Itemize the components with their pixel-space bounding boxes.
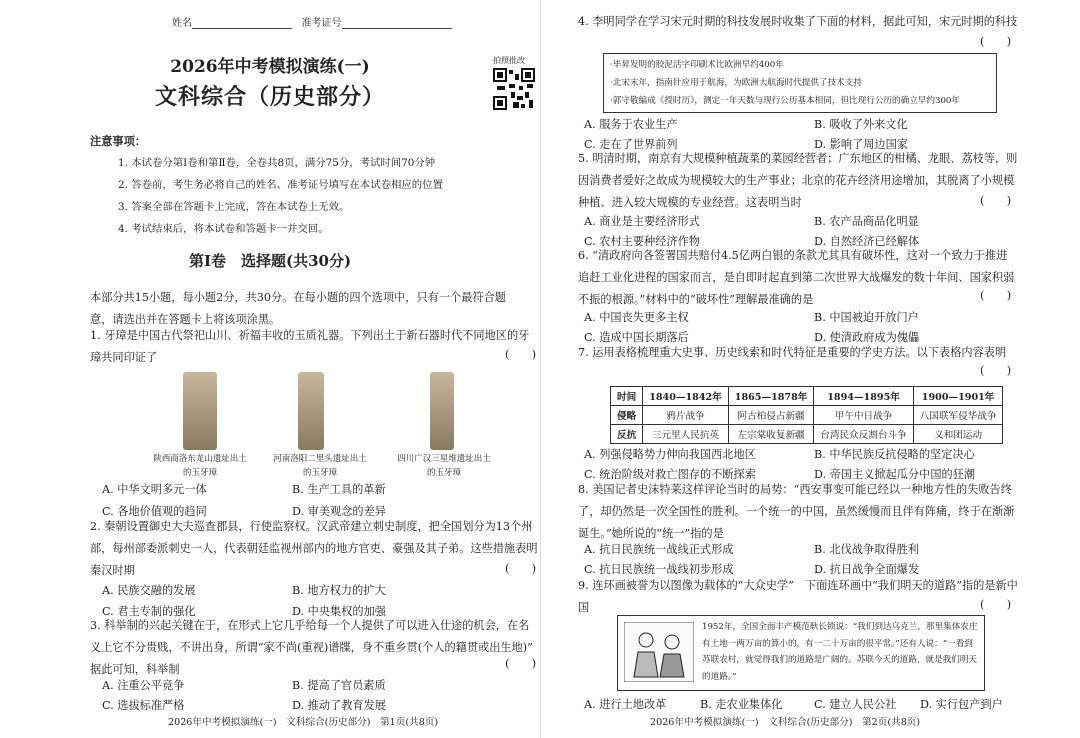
- question-9-stem: 9. 连环画被誉为以图像为载体的“大众史学” 下面连环画中“我们明天的道路”指的是新中国: [578, 579, 1018, 614]
- image-caption: 四川广汉三星堆遗址出土的玉牙璋: [397, 454, 491, 478]
- table-cell: 台湾民众反割台斗争: [814, 425, 913, 444]
- question-6-stem: 6. “清政府向各签署国共赔付4.5亿两白银的条款尤其具有破坏性，这对一个致力于推进追赶工业化进程的国家而言，是自即时起直到第二次世界大战爆发的数十年间、国家积弱不振的根源。”材料中的“破坏性”理解最准确的是: [578, 249, 1015, 306]
- jade-zhang-image: [298, 372, 324, 450]
- section-intro: 本部分共15小题，每小题2分，共30分。在每小题的四个选项中，只有一个最符合题意，请选出并在答题卡上将该项涂黑。: [90, 291, 506, 326]
- question-7-stem: 7. 运用表格梳理重大史事、历史线索和时代特征是重要的学史方法。以下表格内容表明: [578, 346, 1007, 359]
- image-caption: 河南洛阳二里头遗址出土的玉牙璋: [273, 454, 367, 478]
- option-d[interactable]: D. 实行包产到户: [920, 698, 1003, 711]
- table-cell: 阿古柏侵占新疆: [728, 406, 814, 425]
- name-label: 姓名: [172, 18, 192, 29]
- qr-code-icon[interactable]: [493, 68, 535, 110]
- option-d[interactable]: D. 抗日战争全面爆发: [814, 563, 920, 576]
- question-3-stem: 3. 科举制的兴起关键在于，在形式上它几乎给每一个人提供了可以进入仕途的机会，在名义上它不分贵贱，不讲出身，所谓“家不尚(重视)谱牒，身不重乡贯(个人的籍贯或出生地)” 据此可知，科举制: [90, 619, 545, 676]
- table-header: 1865—1878年: [728, 387, 814, 406]
- table-header: 时间: [611, 387, 643, 406]
- option-c[interactable]: C. 建立人民公社: [814, 698, 897, 711]
- option-d[interactable]: D. 帝国主义掀起瓜分中国的狂潮: [814, 468, 976, 481]
- note-item: 4. 考试结束后，将本试卷和答题卡一并交回。: [118, 223, 329, 235]
- answer-paren[interactable]: ( ): [980, 364, 1012, 377]
- question-1-stem: 1. 牙璋是中国古代祭祀山川、祈福丰收的玉质礼器。下列出土于新石器时代不同地区的牙璋共同印证了: [90, 329, 530, 364]
- timeline-table: [610, 386, 1003, 444]
- option-c[interactable]: C. 选拔标准严格: [102, 699, 185, 712]
- comic-panel: [617, 615, 985, 691]
- material-box: [603, 53, 997, 113]
- option-a[interactable]: A. 进行土地改革: [584, 698, 667, 711]
- material-line: ·北宋末年，指南针应用于航海，为欧洲大航海时代提供了技术支持: [610, 78, 862, 88]
- option-b[interactable]: B. 中华民族反抗侵略的坚定决心: [814, 448, 975, 461]
- answer-paren[interactable]: ( ): [980, 194, 1012, 207]
- answer-paren[interactable]: ( ): [505, 562, 537, 575]
- exam-id-field[interactable]: [342, 18, 452, 29]
- table-cell: 鸦片战争: [643, 406, 729, 425]
- table-row: [611, 425, 1003, 444]
- qr-label: 拍照批改: [493, 56, 525, 65]
- table-cell: 左宗棠收复新疆: [728, 425, 814, 444]
- option-d[interactable]: D. 自然经济已经解体: [814, 235, 920, 248]
- option-c[interactable]: C. 农村主要种经济作物: [584, 235, 700, 248]
- answer-paren[interactable]: ( ): [980, 35, 1012, 48]
- jade-zhang-image: [430, 372, 454, 450]
- table-cell: 侵略: [611, 406, 643, 425]
- option-b[interactable]: B. 北伐战争取得胜利: [814, 543, 919, 556]
- table-header: 1840—1842年: [643, 387, 729, 406]
- option-d[interactable]: D. 使清政府成为傀儡: [814, 331, 920, 344]
- page-footer: 2026年中考模拟演练(一) 文科综合(历史部分) 第1页(共8页): [168, 717, 439, 728]
- table-cell: 义和团运动: [913, 425, 1003, 444]
- option-c[interactable]: C. 君主专制的强化: [102, 605, 196, 618]
- option-a[interactable]: A. 服务于农业生产: [584, 118, 678, 131]
- option-c[interactable]: C. 各地价值观的趋同: [102, 505, 207, 518]
- answer-paren[interactable]: ( ): [505, 657, 537, 670]
- image-caption: 陕西商洛东龙山遗址出土的玉牙璋: [153, 454, 247, 478]
- option-b[interactable]: B. 地方权力的扩大: [292, 584, 386, 597]
- option-b[interactable]: B. 走农业集体化: [700, 698, 783, 711]
- table-cell: 三元里人民抗英: [643, 425, 729, 444]
- comic-illustration: [624, 622, 694, 682]
- question-5-stem: 5. 明清时期，南京有大规模种植蔬菜的菜园经营者；广东地区的柑橘、龙眼、荔枝等，则因消费者爱好之故成为规模较大的生产事业；北京的花卉经济用途增加，其脱离了小规模种植、进入较大规模的专业经营。这表明当时: [578, 152, 1018, 209]
- question-4-stem: 4. 李明同学在学习宋元时期的科技发展时收集了下面的材料，据此可知，宋元时期的科技: [578, 15, 1018, 28]
- option-c[interactable]: C. 造成中国长期落后: [584, 331, 689, 344]
- option-b[interactable]: B. 提高了官员素质: [292, 679, 386, 692]
- comic-caption: 1952年，全国全面丰产模范耿长锁说：“我们到达乌克兰，那里集体农庄有土地一两万亩的算小的，有一二十万亩的很平常。”还有人说：“一看到苏联农村，就觉得我们的道路是广阔的。苏联今天的道路，就是我们明天的道路。”: [702, 622, 978, 682]
- note-item: 2. 答卷前，考生务必将自己的姓名、准考证号填写在本试卷相应的位置: [118, 179, 443, 191]
- material-line: ·毕昇发明的胶泥活字印刷术比欧洲早约400年: [610, 60, 784, 70]
- table-row: [611, 387, 1003, 406]
- option-a[interactable]: A. 抗日民族统一战线正式形成: [584, 543, 734, 556]
- candidate-info: [172, 14, 452, 29]
- table-cell: 反抗: [611, 425, 643, 444]
- table-header: 1900—1901年: [913, 387, 1003, 406]
- option-b[interactable]: B. 农产品商品化明显: [814, 215, 919, 228]
- page-footer: 2026年中考模拟演练(一) 文科综合(历史部分) 第2页(共8页): [650, 717, 921, 728]
- option-c[interactable]: C. 统治阶级对救亡图存的不断探索: [584, 468, 756, 481]
- table-row: [611, 406, 1003, 425]
- option-c[interactable]: C. 走在了世界前列: [584, 138, 678, 151]
- option-c[interactable]: C. 抗日民族统一战线初步形成: [584, 563, 734, 576]
- note-item: 1. 本试卷分第Ⅰ卷和第Ⅱ卷，全卷共8页，满分75分，考试时间70分钟: [118, 157, 436, 169]
- question-8-stem: 8. 美国记者史沫特莱这样评论当时的局势：“西安事变可能已经以一种地方性的失败告终了，却仍然是一次全国性的胜利。一个统一的中国，虽然缓慢而且伴有阵痛，终于在渐渐诞生。”她所说的“统一”指的是: [578, 483, 1015, 540]
- table-header: 1894—1895年: [814, 387, 913, 406]
- option-a[interactable]: A. 注重公平竞争: [102, 679, 185, 692]
- subject-title: 文科综合（历史部分）: [154, 85, 385, 110]
- material-line: ·郭守敬编成《授时历》，测定一年天数与现行公历基本相同，但比现行公历的确立早约300年: [610, 96, 960, 106]
- option-d[interactable]: D. 推动了教育发展: [292, 699, 386, 712]
- name-field[interactable]: [192, 18, 292, 29]
- option-b[interactable]: B. 中国被迫开放门户: [814, 311, 919, 324]
- section-title: 第Ⅰ卷 选择题(共30分): [188, 252, 352, 270]
- notes-title: 注意事项：: [90, 134, 146, 148]
- table-cell: 甲午中日战争: [814, 406, 913, 425]
- jade-zhang-image: [183, 372, 217, 450]
- option-d[interactable]: D. 影响了周边国家: [814, 138, 908, 151]
- option-b[interactable]: B. 生产工具的革新: [292, 483, 386, 496]
- note-item: 3. 答案全部在答题卡上完成，答在本试卷上无效。: [118, 201, 350, 213]
- option-a[interactable]: A. 列强侵略势力伸向我国西北地区: [584, 448, 756, 461]
- option-d[interactable]: D. 审美观念的差异: [292, 505, 386, 518]
- option-a[interactable]: A. 中国丧失更多主权: [584, 311, 689, 324]
- answer-paren[interactable]: ( ): [980, 598, 1012, 611]
- answer-paren[interactable]: ( ): [505, 348, 537, 361]
- table-cell: 八国联军侵华战争: [913, 406, 1003, 425]
- option-a[interactable]: A. 商业是主要经济形式: [584, 215, 700, 228]
- option-a[interactable]: A. 民族交融的发展: [102, 584, 196, 597]
- option-d[interactable]: D. 中央集权的加强: [292, 605, 386, 618]
- exam-title: 2026年中考模拟演练(一): [170, 57, 370, 77]
- exam-id-label: 准考证号: [301, 18, 342, 29]
- option-a[interactable]: A. 中华文明多元一体: [102, 483, 207, 496]
- answer-paren[interactable]: ( ): [980, 289, 1012, 302]
- question-2-stem: 2. 秦朝设置御史大夫巡查郡县，行使监察权。汉武帝建立刺史制度，把全国划分为13个州部，每州部委派刺史一人，代表朝廷监视州部内的地方官吏、豪强及其子弟。这些措施表明秦汉时期: [90, 520, 538, 577]
- option-b[interactable]: B. 吸收了外来文化: [814, 118, 908, 131]
